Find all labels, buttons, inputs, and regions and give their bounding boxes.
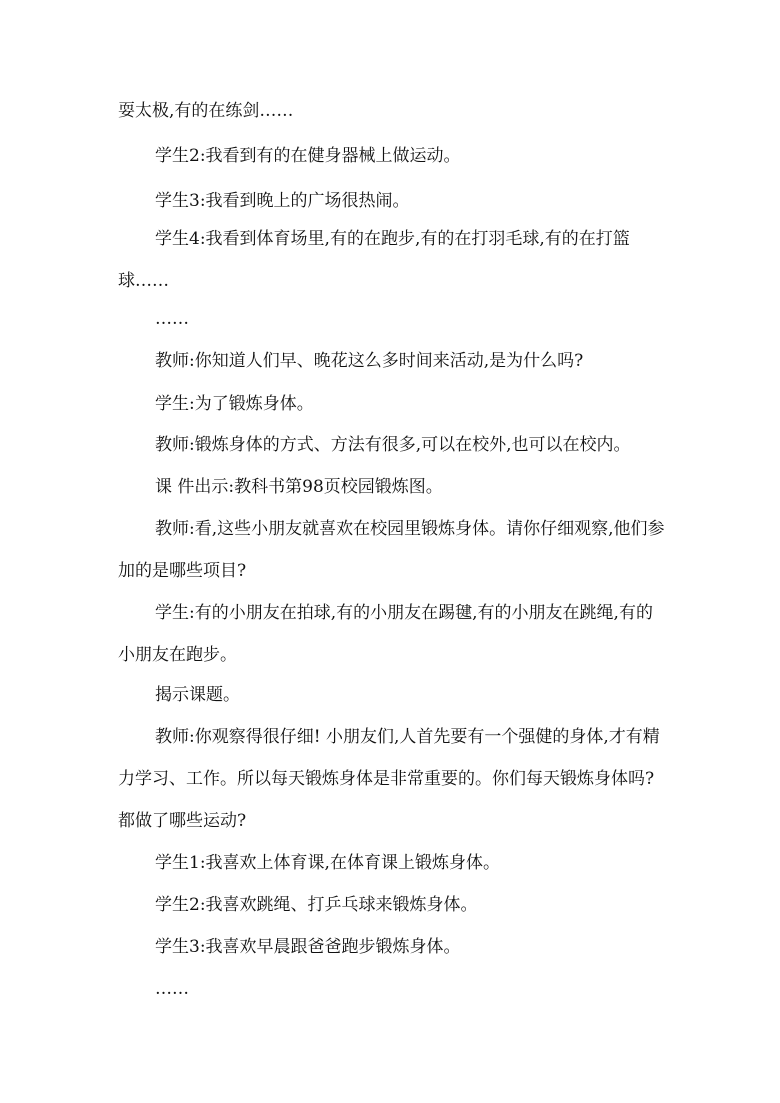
paragraph-teacher-methods: 教师:锻炼身体的方式、方法有很多,可以在校外,也可以在校内。 [155,435,631,455]
paragraph-ellipsis-2: …… [155,979,189,999]
paragraph-student3-square: 学生3:我看到晚上的广场很热闹。 [155,191,410,211]
paragraph-student-answer: 学生:为了锻炼身体。 [155,394,314,414]
paragraph-student1-pe: 学生1:我喜欢上体育课,在体育课上锻炼身体。 [155,853,500,873]
paragraph-ellipsis-1: …… [155,309,189,329]
paragraph-courseware: 课 件出示:教科书第98页校园锻炼图。 [155,477,443,497]
paragraph-continuation: 耍太极,有的在练剑…… [118,101,294,121]
paragraph-student2-rope: 学生2:我喜欢跳绳、打乒乓球来锻炼身体。 [155,895,478,915]
paragraph-teacher-praise: 教师:你观察得很仔细! 小朋友们,人首先要有一个强健的身体,才有精力学习、工作。所以每天锻炼身体是非常重要的。你们每天锻炼身体吗? 都做了哪些运动? [118,727,660,831]
paragraph-teacher-question: 教师:你知道人们早、晚花这么多时间来活动,是为什么吗? [155,351,584,371]
paragraph-reveal-topic: 揭示课题。 [155,685,240,705]
paragraph-student-projects: 学生:有的小朋友在拍球,有的小朋友在踢毽,有的小朋友在跳绳,有的小朋友在跑步。 [118,603,653,665]
paragraph-student4-stadium: 学生4:我看到体育场里,有的在跑步,有的在打羽毛球,有的在打篮球…… [118,229,630,291]
paragraph-student3-running: 学生3:我喜欢早晨跟爸爸跑步锻炼身体。 [155,937,461,957]
paragraph-teacher-observe: 教师:看,这些小朋友就喜欢在校园里锻炼身体。请你仔细观察,他们参加的是哪些项目? [118,519,665,581]
paragraph-student2-fitness: 学生2:我看到有的在健身器械上做运动。 [155,146,461,166]
